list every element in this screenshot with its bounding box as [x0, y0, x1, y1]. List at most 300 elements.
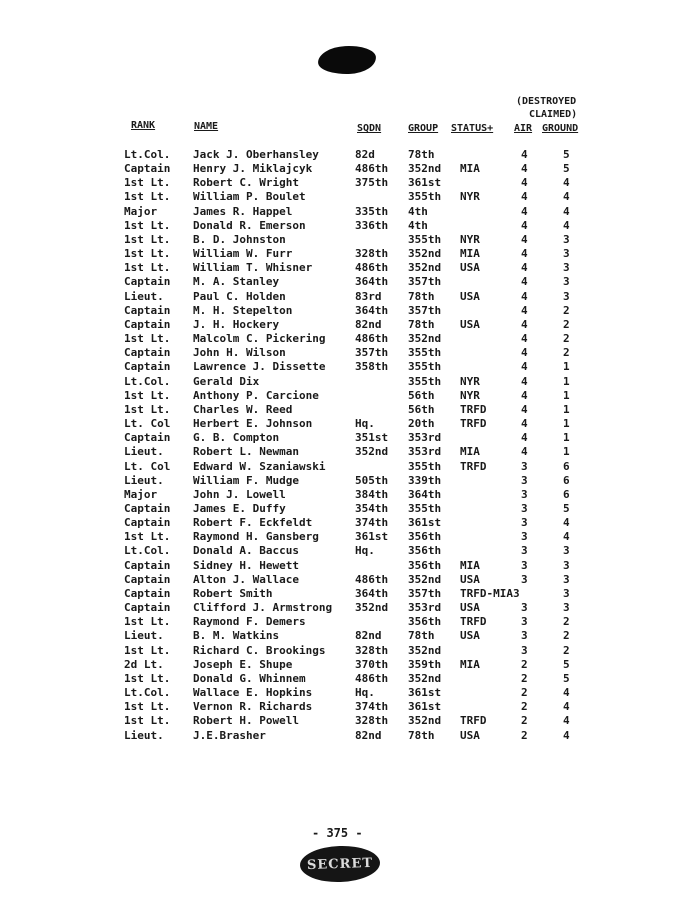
- table-row: [0, 573, 690, 587]
- cell-rank: Captain: [124, 502, 171, 515]
- cell-group: 355th: [408, 459, 442, 473]
- cell-group: 361st: [408, 516, 442, 530]
- cell-name: M. A. Stanley: [193, 275, 280, 289]
- cell-name: Robert H. Powell: [193, 714, 299, 728]
- cell-air: 4: [521, 431, 528, 445]
- cell-status: TRFD: [460, 714, 487, 728]
- cell-rank: Captain: [124, 303, 171, 317]
- cell-air: 3: [521, 601, 528, 615]
- cell-sqdn: 486th: [355, 332, 389, 346]
- cell-sqdn: 505th: [355, 473, 389, 487]
- cell-rank: 1st Lt.: [124, 671, 171, 685]
- cell-air: 4: [521, 148, 528, 161]
- cell-group: 78th: [408, 317, 435, 331]
- table-row: [0, 460, 690, 474]
- cell-ground: 2: [563, 303, 570, 317]
- cell-air: 4: [521, 162, 528, 176]
- cell-name: John J. Lowell: [193, 487, 286, 501]
- cell-sqdn: 328th: [355, 714, 389, 728]
- cell-sqdn: 336th: [355, 218, 389, 232]
- table-row: [0, 474, 690, 488]
- table-row: [0, 587, 690, 601]
- cell-group: 356th: [408, 615, 442, 629]
- table-row: [0, 304, 690, 318]
- cell-rank: Captain: [124, 586, 171, 600]
- cell-rank: 2d Lt.: [124, 657, 164, 671]
- cell-status: MIA: [460, 558, 480, 572]
- cell-group: 56th: [408, 388, 435, 402]
- cell-air: 3: [521, 530, 528, 544]
- cell-sqdn: 375th: [355, 176, 389, 190]
- cell-air: 4: [521, 417, 528, 431]
- cell-name: Herbert E. Johnson: [193, 417, 313, 431]
- cell-status: USA: [460, 601, 480, 615]
- cell-rank: Captain: [124, 162, 171, 176]
- cell-air: 2: [521, 700, 528, 714]
- cell-group: 361st: [408, 686, 442, 700]
- cell-status: MIA: [460, 162, 480, 176]
- cell-status: USA: [460, 728, 480, 742]
- cell-ground: 2: [563, 643, 570, 657]
- cell-group: 355th: [408, 232, 442, 246]
- cell-rank: Lt.Col.: [124, 374, 171, 388]
- cell-rank: Captain: [124, 317, 171, 331]
- cell-ground: 4: [563, 700, 570, 714]
- cell-air: 3: [521, 615, 528, 629]
- cell-group: 356th: [408, 544, 442, 558]
- cell-sqdn: 351st: [355, 431, 389, 445]
- cell-air: 4: [521, 388, 528, 402]
- cell-name: Donald G. Whinnem: [193, 671, 306, 685]
- cell-rank: Lt.Col.: [124, 544, 171, 558]
- cell-sqdn: 328th: [355, 247, 389, 261]
- table-row: [0, 190, 690, 204]
- name-header: NAME: [194, 121, 219, 132]
- cell-ground: 2: [563, 332, 570, 346]
- cell-name: B. D. Johnston: [193, 232, 286, 246]
- group-header: GROUP: [408, 123, 439, 134]
- table-row: [0, 729, 690, 743]
- table-row: [0, 360, 690, 374]
- cell-sqdn: 361st: [355, 530, 389, 544]
- cell-name: James E. Duffy: [193, 502, 286, 515]
- cell-name: Clifford J. Armstrong: [193, 601, 333, 615]
- table-row: [0, 544, 690, 558]
- cell-rank: 1st Lt.: [124, 714, 171, 728]
- cell-name: B. M. Watkins: [193, 629, 280, 643]
- cell-sqdn: 364th: [355, 586, 389, 600]
- cell-status: MIA: [460, 247, 480, 261]
- cell-status: TRFD: [460, 417, 487, 431]
- cell-air: 3: [521, 459, 528, 473]
- table-row: [0, 601, 690, 615]
- secret-stamp: [299, 845, 380, 884]
- table-row: [0, 205, 690, 219]
- cell-name: Jack J. Oberhansley: [193, 148, 319, 161]
- cell-ground: 3: [563, 232, 570, 246]
- cell-rank: 1st Lt.: [124, 218, 171, 232]
- cell-air: 4: [521, 374, 528, 388]
- table-row: [0, 275, 690, 289]
- cell-sqdn: 364th: [355, 303, 389, 317]
- cell-group: 4th: [408, 218, 428, 232]
- cell-air: 4: [521, 176, 528, 190]
- cell-sqdn: 486th: [355, 671, 389, 685]
- cell-name: G. B. Compton: [193, 431, 280, 445]
- cell-ground: 3: [563, 289, 570, 303]
- cell-name: Paul C. Holden: [193, 289, 286, 303]
- cell-name: Henry J. Miklajcyk: [193, 162, 313, 176]
- cell-name: Gerald Dix: [193, 374, 260, 388]
- cell-group: 352nd: [408, 643, 442, 657]
- table-row: [0, 219, 690, 233]
- table-row: [0, 162, 690, 176]
- cell-air: 4: [521, 232, 528, 246]
- cell-status: USA: [460, 289, 480, 303]
- cell-group: 339th: [408, 473, 442, 487]
- cell-rank: 1st Lt.: [124, 530, 171, 544]
- cell-name: Robert L. Newman: [193, 445, 299, 459]
- cell-status: MIA: [460, 445, 480, 459]
- cell-ground: 5: [563, 162, 570, 176]
- table-row: [0, 346, 690, 360]
- table-row: [0, 389, 690, 403]
- cell-ground: 4: [563, 516, 570, 530]
- ground-header: GROUND: [542, 123, 579, 134]
- cell-ground: 1: [563, 360, 570, 374]
- table-row: [0, 686, 690, 700]
- cell-rank: Captain: [124, 431, 171, 445]
- cell-group: 352nd: [408, 714, 442, 728]
- table-row: [0, 714, 690, 728]
- cell-name: M. H. Stepelton: [193, 303, 293, 317]
- cell-rank: Lieut.: [124, 445, 164, 459]
- air-header: AIR: [514, 123, 533, 134]
- cell-name: Raymond F. Demers: [193, 615, 306, 629]
- cell-sqdn: 82nd: [355, 629, 382, 643]
- cell-ground: 4: [563, 190, 570, 204]
- cell-ground: 6: [563, 473, 570, 487]
- cell-air: 4: [521, 289, 528, 303]
- table-row: [0, 318, 690, 332]
- cell-air: 3: [521, 516, 528, 530]
- cell-rank: Major: [124, 487, 158, 501]
- cell-air: 3: [521, 502, 528, 515]
- cell-rank: Captain: [124, 572, 171, 586]
- cell-air: 3: [521, 558, 528, 572]
- claimed-header: CLAIMED): [529, 109, 578, 120]
- cell-air: 4: [521, 190, 528, 204]
- table-row: [0, 290, 690, 304]
- cell-rank: Lieut.: [124, 289, 164, 303]
- cell-status: TRFD-MIA3: [460, 586, 520, 600]
- cell-rank: 1st Lt.: [124, 615, 171, 629]
- cell-rank: Captain: [124, 360, 171, 374]
- cell-name: Wallace E. Hopkins: [193, 686, 313, 700]
- cell-ground: 4: [563, 218, 570, 232]
- cell-name: William P. Boulet: [193, 190, 306, 204]
- faded-classification-mark: [255, 64, 505, 78]
- cell-ground: 3: [563, 601, 570, 615]
- cell-name: John H. Wilson: [193, 346, 286, 360]
- table-row: [0, 445, 690, 459]
- cell-air: 4: [521, 402, 528, 416]
- cell-air: 3: [521, 643, 528, 657]
- cell-ground: 6: [563, 487, 570, 501]
- cell-group: 361st: [408, 700, 442, 714]
- cell-air: 4: [521, 445, 528, 459]
- cell-sqdn: 486th: [355, 572, 389, 586]
- table-row: [0, 516, 690, 530]
- cell-group: 357th: [408, 303, 442, 317]
- table-row: [0, 417, 690, 431]
- cell-name: Vernon R. Richards: [193, 700, 313, 714]
- cell-rank: 1st Lt.: [124, 643, 171, 657]
- cell-status: TRFD: [460, 615, 487, 629]
- cell-rank: 1st Lt.: [124, 388, 171, 402]
- cell-air: 2: [521, 728, 528, 742]
- cell-air: 4: [521, 261, 528, 275]
- cell-sqdn: 83rd: [355, 289, 382, 303]
- cell-name: William W. Furr: [193, 247, 293, 261]
- cell-ground: 4: [563, 530, 570, 544]
- cell-rank: 1st Lt.: [124, 332, 171, 346]
- cell-air: 2: [521, 657, 528, 671]
- cell-rank: 1st Lt.: [124, 261, 171, 275]
- destroyed-header: (DESTROYED: [516, 96, 577, 107]
- cell-group: 78th: [408, 289, 435, 303]
- cell-group: 355th: [408, 190, 442, 204]
- cell-group: 357th: [408, 275, 442, 289]
- cell-group: 364th: [408, 487, 442, 501]
- table-row: [0, 559, 690, 573]
- cell-ground: 1: [563, 374, 570, 388]
- table-row: [0, 431, 690, 445]
- cell-name: Sidney H. Hewett: [193, 558, 299, 572]
- cell-air: 2: [521, 671, 528, 685]
- cell-sqdn: 82nd: [355, 728, 382, 742]
- cell-group: 4th: [408, 204, 428, 218]
- table-row: [0, 629, 690, 643]
- table-row: [0, 148, 690, 162]
- cell-rank: Captain: [124, 346, 171, 360]
- cell-group: 78th: [408, 148, 435, 161]
- cell-ground: 1: [563, 388, 570, 402]
- cell-name: Raymond H. Gansberg: [193, 530, 319, 544]
- cell-name: Anthony P. Carcione: [193, 388, 319, 402]
- cell-ground: 5: [563, 657, 570, 671]
- cell-status: USA: [460, 261, 480, 275]
- cell-rank: Lt. Col: [124, 417, 171, 431]
- cell-name: Charles W. Reed: [193, 402, 293, 416]
- cell-name: Malcolm C. Pickering: [193, 332, 326, 346]
- cell-name: J. H. Hockery: [193, 317, 280, 331]
- cell-sqdn: 358th: [355, 360, 389, 374]
- cell-sqdn: 82d: [355, 148, 375, 161]
- cell-status: MIA: [460, 657, 480, 671]
- cell-air: 4: [521, 275, 528, 289]
- cell-group: 352nd: [408, 261, 442, 275]
- cell-group: 352nd: [408, 332, 442, 346]
- cell-group: 356th: [408, 558, 442, 572]
- cell-group: 359th: [408, 657, 442, 671]
- cell-ground: 3: [563, 261, 570, 275]
- cell-rank: Lieut.: [124, 629, 164, 643]
- table-row: [0, 672, 690, 686]
- cell-ground: 4: [563, 204, 570, 218]
- cell-group: 361st: [408, 176, 442, 190]
- table-row: [0, 615, 690, 629]
- table-row: [0, 403, 690, 417]
- table-row: [0, 176, 690, 190]
- cell-ground: 2: [563, 317, 570, 331]
- cell-name: Robert Smith: [193, 586, 273, 600]
- cell-sqdn: 352nd: [355, 601, 389, 615]
- cell-group: 355th: [408, 346, 442, 360]
- table-row: [0, 332, 690, 346]
- cell-rank: 1st Lt.: [124, 232, 171, 246]
- table-row: [0, 488, 690, 502]
- cell-ground: 5: [563, 148, 570, 161]
- table-row: [0, 375, 690, 389]
- cell-ground: 4: [563, 686, 570, 700]
- cell-name: Richard C. Brookings: [193, 643, 326, 657]
- cell-name: Donald A. Baccus: [193, 544, 299, 558]
- cell-air: 3: [521, 473, 528, 487]
- cell-ground: 2: [563, 346, 570, 360]
- cell-air: 4: [521, 317, 528, 331]
- table-row: [0, 233, 690, 247]
- cell-sqdn: 354th: [355, 502, 389, 515]
- cell-name: William F. Mudge: [193, 473, 299, 487]
- cell-name: Edward W. Szaniawski: [193, 459, 326, 473]
- cell-group: 352nd: [408, 247, 442, 261]
- cell-rank: Captain: [124, 275, 171, 289]
- cell-air: 4: [521, 204, 528, 218]
- cell-ground: 2: [563, 629, 570, 643]
- cell-sqdn: Hq.: [355, 417, 375, 431]
- stamp-text: SECRET: [306, 855, 374, 873]
- cell-ground: 3: [563, 558, 570, 572]
- cell-air: 3: [521, 629, 528, 643]
- cell-air: 2: [521, 714, 528, 728]
- cell-name: J.E.Brasher: [193, 728, 266, 742]
- cell-air: 3: [521, 487, 528, 501]
- table-row: [0, 247, 690, 261]
- cell-sqdn: 82nd: [355, 317, 382, 331]
- cell-sqdn: Hq.: [355, 686, 375, 700]
- cell-ground: 4: [563, 714, 570, 728]
- cell-ground: 4: [563, 728, 570, 742]
- table-row: [0, 502, 690, 516]
- cell-sqdn: 352nd: [355, 445, 389, 459]
- cell-ground: 5: [563, 502, 570, 515]
- table-row: [0, 644, 690, 658]
- cell-sqdn: 374th: [355, 516, 389, 530]
- table-row: [0, 530, 690, 544]
- cell-sqdn: 486th: [355, 162, 389, 176]
- cell-name: Robert C. Wright: [193, 176, 299, 190]
- cell-name: Lawrence J. Dissette: [193, 360, 326, 374]
- cell-sqdn: 328th: [355, 643, 389, 657]
- cell-group: 352nd: [408, 162, 442, 176]
- cell-group: 352nd: [408, 671, 442, 685]
- page-number: - 375 -: [312, 826, 363, 840]
- cell-sqdn: Hq.: [355, 544, 375, 558]
- cell-name: Robert F. Eckfeldt: [193, 516, 313, 530]
- table-row: [0, 658, 690, 672]
- cell-sqdn: 364th: [355, 275, 389, 289]
- cell-sqdn: 486th: [355, 261, 389, 275]
- cell-name: Donald R. Emerson: [193, 218, 306, 232]
- cell-group: 56th: [408, 402, 435, 416]
- cell-ground: 3: [563, 247, 570, 261]
- cell-ground: 2: [563, 615, 570, 629]
- cell-group: 20th: [408, 417, 435, 431]
- cell-status: NYR: [460, 190, 480, 204]
- table-row: [0, 700, 690, 714]
- cell-air: 4: [521, 218, 528, 232]
- cell-air: 3: [521, 544, 528, 558]
- cell-ground: 1: [563, 431, 570, 445]
- cell-ground: 4: [563, 176, 570, 190]
- cell-group: 78th: [408, 629, 435, 643]
- sqdn-header: SQDN: [357, 123, 382, 134]
- cell-status: NYR: [460, 388, 480, 402]
- cell-rank: Captain: [124, 516, 171, 530]
- cell-sqdn: 374th: [355, 700, 389, 714]
- cell-air: 4: [521, 332, 528, 346]
- cell-ground: 3: [563, 275, 570, 289]
- cell-status: TRFD: [460, 459, 487, 473]
- cell-rank: Lieut.: [124, 473, 164, 487]
- cell-rank: Captain: [124, 558, 171, 572]
- table-row: [0, 261, 690, 275]
- cell-rank: 1st Lt.: [124, 176, 171, 190]
- cell-air: 4: [521, 360, 528, 374]
- cell-status: USA: [460, 572, 480, 586]
- cell-rank: 1st Lt.: [124, 190, 171, 204]
- cell-rank: Captain: [124, 601, 171, 615]
- cell-group: 355th: [408, 360, 442, 374]
- cell-name: Joseph E. Shupe: [193, 657, 293, 671]
- cell-ground: 3: [563, 544, 570, 558]
- cell-name: William T. Whisner: [193, 261, 313, 275]
- cell-status: NYR: [460, 232, 480, 246]
- cell-ground: 3: [563, 572, 570, 586]
- cell-rank: Major: [124, 204, 158, 218]
- status-header: STATUS+: [451, 123, 494, 134]
- cell-name: James R. Happel: [193, 204, 293, 218]
- rank-header: RANK: [131, 120, 156, 131]
- cell-ground: 1: [563, 402, 570, 416]
- cell-rank: 1st Lt.: [124, 700, 171, 714]
- cell-rank: 1st Lt.: [124, 247, 171, 261]
- cell-ground: 3: [563, 586, 570, 600]
- cell-ground: 1: [563, 445, 570, 459]
- cell-air: 2: [521, 686, 528, 700]
- cell-rank: 1st Lt.: [124, 402, 171, 416]
- cell-status: TRFD: [460, 402, 487, 416]
- cell-group: 353rd: [408, 601, 442, 615]
- cell-status: NYR: [460, 374, 480, 388]
- cell-rank: Lt. Col: [124, 459, 171, 473]
- cell-air: 3: [521, 572, 528, 586]
- cell-rank: Lt.Col.: [124, 148, 171, 161]
- cell-sqdn: 370th: [355, 657, 389, 671]
- cell-sqdn: 357th: [355, 346, 389, 360]
- cell-status: USA: [460, 317, 480, 331]
